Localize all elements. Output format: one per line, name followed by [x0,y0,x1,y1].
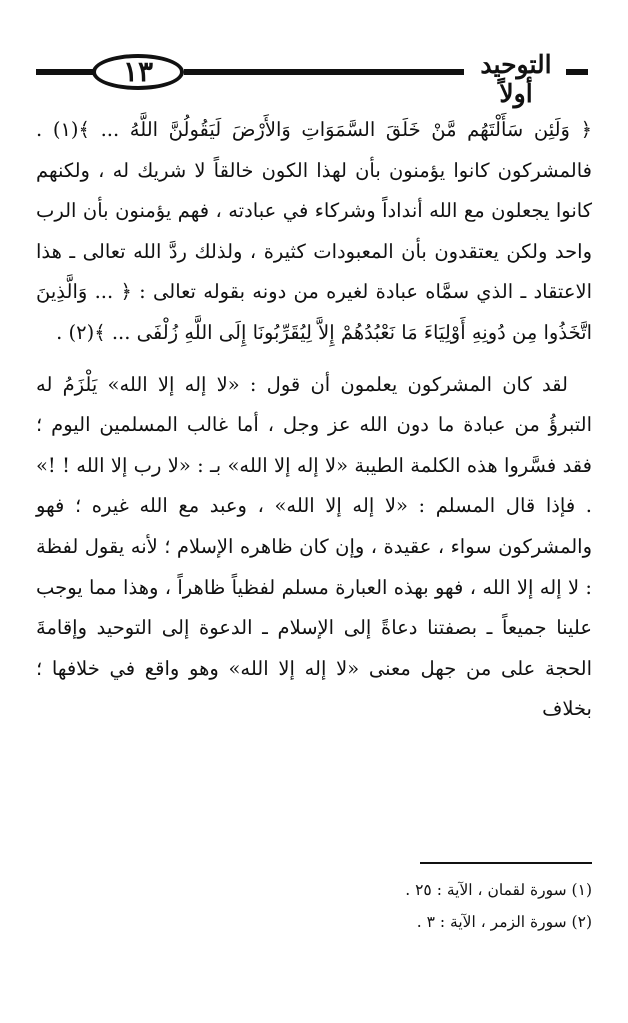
page-header [36,48,592,108]
paragraph-1: ﴿ وَلَئِن سَأَلْتَهُم مَّنْ خَلَقَ السَّمَوَاتِ وَالأَرْضَ لَيَقُولُنَّ اللَّهُ ... ﴾(١) . فالمشركون كانوا يؤمنون بأن لهذا الكون خالقاً لا شريك له ، ولكنهم كانوا يجعلون مع الله أنداداً وشركاء في عبادته ، فهم يؤمنون بأن الرب واحد ولكن يعتقدون بأن المعبودات كثيرة ، ولذلك ردَّ الله تعالى ـ هذا الاعتقاد ـ الذي سمَّاه عبادة لغيره من دونه بقوله تعالى : ﴿ ... وَالَّذِينَ اتَّخَذُوا مِن دُونِهِ أَوْلِيَاءَ مَا نَعْبُدُهُمْ إِلاَّ لِيُقَرِّبُونَا إِلَى اللَّهِ زُلْفَى ... ﴾(٢) . [36,118,593,344]
running-title: التوحيد أولاً [480,50,552,108]
footnote-separator [420,862,592,864]
header-rule-middle [184,69,464,75]
footnote-2: (٢) سورة الزمر ، الآية : ٣ . [416,913,592,931]
paragraph-2-text: لقد كان المشركون يعلمون أن قول : «لا إله إلا الله» يَلْزَمُ له التبرؤُ من عبادة ما دون الله عز وجل ، أما غالب المسلمين اليوم ؛ فقد فسَّروا هذه الكلمة الطيبة «لا إله إلا الله» بـ : «لا رب إلا الله ! !» . فإذا قال المسلم : «لا إله إلا الله» ، وعبد مع الله غيره ؛ فهو والمشركون سواء ، عقيدة ، وإن كان ظاهره الإسلام ؛ لأنه يقول لفظة : لا إله إلا الله ، فهو بهذه العبارة مسلم لفظياً ظاهراً ، وهذا مما يوجب علينا جميعاً ـ بصفتنا دعاةً إلى الإسلام ـ الدعوة إلى التوحيد وإقامةَ الحجة على من جهل معنى «لا إله إلا الله» وهو واقع في خلافها ؛ بخلاف [36,372,592,721]
paragraph-2 [36,365,592,730]
footnote-1: (١) سورة لقمان ، الآية : ٢٥ . [405,881,592,899]
page-number: ١٣ [122,55,154,88]
header-rule-left [36,69,94,75]
page-number-badge [92,54,184,90]
header-rule-right [566,69,588,75]
paragraph-gap [36,354,592,365]
footnotes [36,874,592,938]
main-text [36,110,592,730]
